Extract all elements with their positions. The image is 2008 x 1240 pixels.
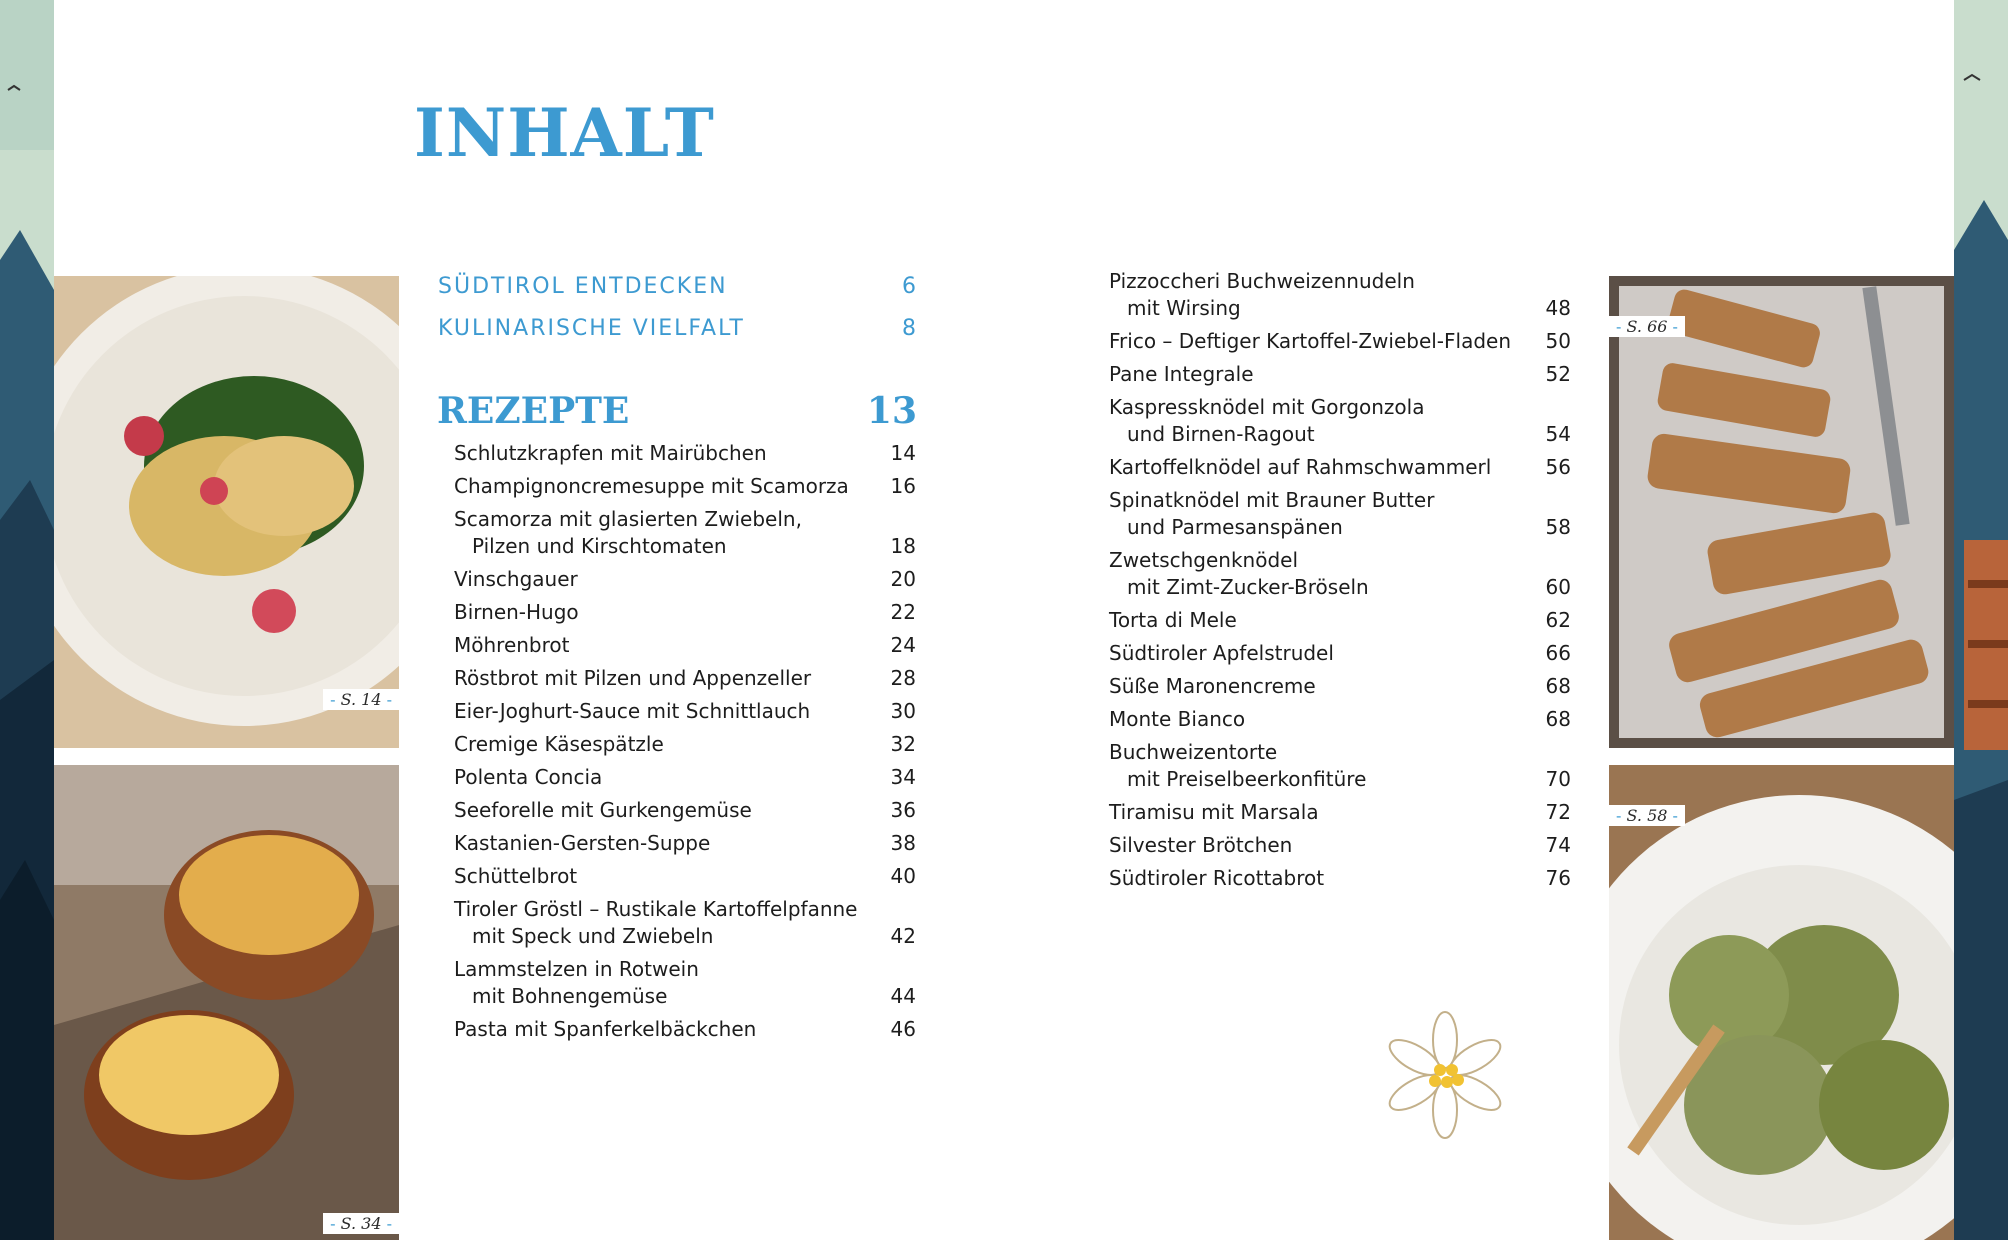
toc-entry-page: 16 [890,474,916,498]
toc-entry-title: Torta di Mele [1109,608,1237,632]
toc-entry-page: 72 [1545,800,1571,824]
photo-page-tag: - S. 34 - [323,1213,399,1234]
toc-entry-page: 46 [890,1017,916,1041]
toc-entry-page: 28 [890,666,916,690]
toc-entry-title: Süße Maronencreme [1109,674,1316,698]
toc-entry-title: Pasta mit Spanferkelbäckchen [454,1017,757,1041]
toc-entry [1109,706,1571,733]
toc-entry-title: Kastanien-Gersten-Suppe [454,831,711,855]
section-suedtirol-entdecken [438,274,916,299]
toc-entry-title: Tiroler Gröstl – Rustikale Kartoffelpfanne [454,897,858,921]
toc-entry-title: Silvester Brötchen [1109,833,1293,857]
toc-entry-title: Möhrenbrot [454,633,570,657]
toc-entry-title: mit Zimt-Zucker-Bröseln [1127,575,1369,599]
toc-entry [454,599,916,626]
section-label: SÜDTIROL ENTDECKEN [438,274,728,299]
toc-entry-title: Röstbrot mit Pilzen und Appenzeller [454,666,812,690]
toc-entry [1109,361,1571,388]
toc-entry [454,698,916,725]
recipes-heading-page: 13 [866,390,917,432]
toc-entry-page: 70 [1545,767,1571,791]
toc-entry-title: Pane Integrale [1109,362,1254,386]
toc-entry [454,956,916,1010]
toc-entry-title: Seeforelle mit Gurkengemüse [454,798,752,822]
toc-entry-page: 30 [890,699,916,723]
toc-entry [1109,739,1571,793]
toc-entry [1109,865,1571,892]
toc-entry [454,665,916,692]
photo-page-tag: - S. 14 - [323,689,399,710]
toc-entry-title: Lammstelzen in Rotwein [454,957,699,981]
toc-entry-page: 24 [890,633,916,657]
toc-entry-title: und Parmesanspänen [1127,515,1343,539]
toc-entry-page: 52 [1545,362,1571,386]
toc-entry-page: 50 [1545,329,1571,353]
toc-entry-title: Frico – Deftiger Kartoffel-Zwiebel-Fladen [1109,329,1512,353]
toc-entry-title: Schlutzkrapfen mit Mairübchen [454,441,767,465]
toc-entry-page: 20 [890,567,916,591]
section-kulinarische-vielfalt [438,316,916,341]
toc-entry-page: 44 [890,984,916,1008]
toc-entry-page: 66 [1545,641,1571,665]
toc-entry-title: Pizzoccheri Buchweizennudeln [1109,269,1415,293]
toc-entry [454,1016,916,1043]
toc-entry [454,440,916,467]
edelweiss-icon [1370,1010,1520,1144]
photo-page-tag: - S. 66 - [1609,316,1685,337]
toc-entry-title: Zwetschgenknödel [1109,548,1299,572]
toc-entry-title: Polenta Concia [454,765,603,789]
toc-entry [454,506,916,560]
toc-entry [454,566,916,593]
right-landscape-strip [1954,0,2008,1240]
toc-entry-page: 74 [1545,833,1571,857]
toc-entry-page: 42 [890,924,916,948]
toc-entry-title: Tiramisu mit Marsala [1109,800,1319,824]
toc-entry [454,731,916,758]
toc-entry [1109,547,1571,601]
toc-entry-page: 76 [1545,866,1571,890]
toc-entry-title: Monte Bianco [1109,707,1246,731]
section-label: KULINARISCHE VIELFALT [438,316,745,341]
recipes-heading [437,390,917,432]
toc-entry-title: Schüttelbrot [454,864,578,888]
toc-entry [1109,268,1571,322]
toc-entry [454,797,916,824]
toc-entry [454,632,916,659]
toc-entry-page: 22 [890,600,916,624]
toc-entry [454,473,916,500]
toc-entry-page: 60 [1545,575,1571,599]
toc-entry-page: 56 [1545,455,1571,479]
toc-entry [454,896,916,950]
left-landscape-strip [0,0,54,1240]
toc-entry [1109,394,1571,448]
toc-entry-page: 54 [1545,422,1571,446]
toc-entry [454,863,916,890]
toc-entry-page: 34 [890,765,916,789]
toc-entry-title: mit Wirsing [1127,296,1241,320]
toc-entry-page: 58 [1545,515,1571,539]
toc-entry [1109,454,1571,481]
toc-entry-title: Buchweizentorte [1109,740,1278,764]
toc-entry-title: Südtiroler Ricottabrot [1109,866,1325,890]
knoedel-photo [1609,765,1954,1240]
toc-entry [1109,640,1571,667]
toc-entry [1109,673,1571,700]
toc-entry-page: 68 [1545,707,1571,731]
recipe-list-right [1109,268,1571,898]
toc-entry-title: Vinschgauer [454,567,578,591]
photo-page-tag: - S. 58 - [1609,805,1685,826]
toc-entry-page: 36 [890,798,916,822]
toc-entry-page: 14 [890,441,916,465]
toc-entry [1109,799,1571,826]
toc-entry [1109,487,1571,541]
toc-entry-title: und Birnen-Ragout [1127,422,1315,446]
section-page: 8 [902,316,916,341]
toc-entry [1109,328,1571,355]
section-page: 6 [902,274,916,299]
toc-entry-title: Eier-Joghurt-Sauce mit Schnittlauch [454,699,811,723]
toc-entry-title: Champignoncremesuppe mit Scamorza [454,474,849,498]
toc-entry-title: mit Speck und Zwiebeln [472,924,714,948]
toc-entry-title: Kaspressknödel mit Gorgonzola [1109,395,1425,419]
toc-entry [1109,607,1571,634]
toc-entry-page: 48 [1545,296,1571,320]
toc-entry-title: Birnen-Hugo [454,600,579,624]
ravioli-photo [54,276,399,748]
toc-entry [1109,832,1571,859]
toc-entry-page: 62 [1545,608,1571,632]
toc-entry-title: Kartoffelknödel auf Rahmschwammerl [1109,455,1492,479]
toc-entry-page: 68 [1545,674,1571,698]
page-title: INHALT [414,94,715,172]
toc-entry-title: Spinatknödel mit Brauner Butter [1109,488,1435,512]
recipes-heading-label: REZEPTE [437,390,630,432]
toc-entry-title: Scamorza mit glasierten Zwiebeln, [454,507,802,531]
toc-entry-title: Cremige Käsespätzle [454,732,664,756]
strudel-photo [1609,276,1954,748]
toc-entry-page: 18 [890,534,916,558]
toc-entry-title: Pilzen und Kirschtomaten [472,534,727,558]
toc-entry-title: mit Preiselbeerkonfitüre [1127,767,1367,791]
toc-entry-title: mit Bohnengemüse [472,984,668,1008]
recipe-list-left [454,440,916,1049]
toc-entry-page: 32 [890,732,916,756]
toc-entry [454,830,916,857]
polenta-photo [54,765,399,1240]
toc-entry [454,764,916,791]
toc-entry-page: 38 [890,831,916,855]
toc-entry-page: 40 [890,864,916,888]
toc-entry-title: Südtiroler Apfelstrudel [1109,641,1334,665]
